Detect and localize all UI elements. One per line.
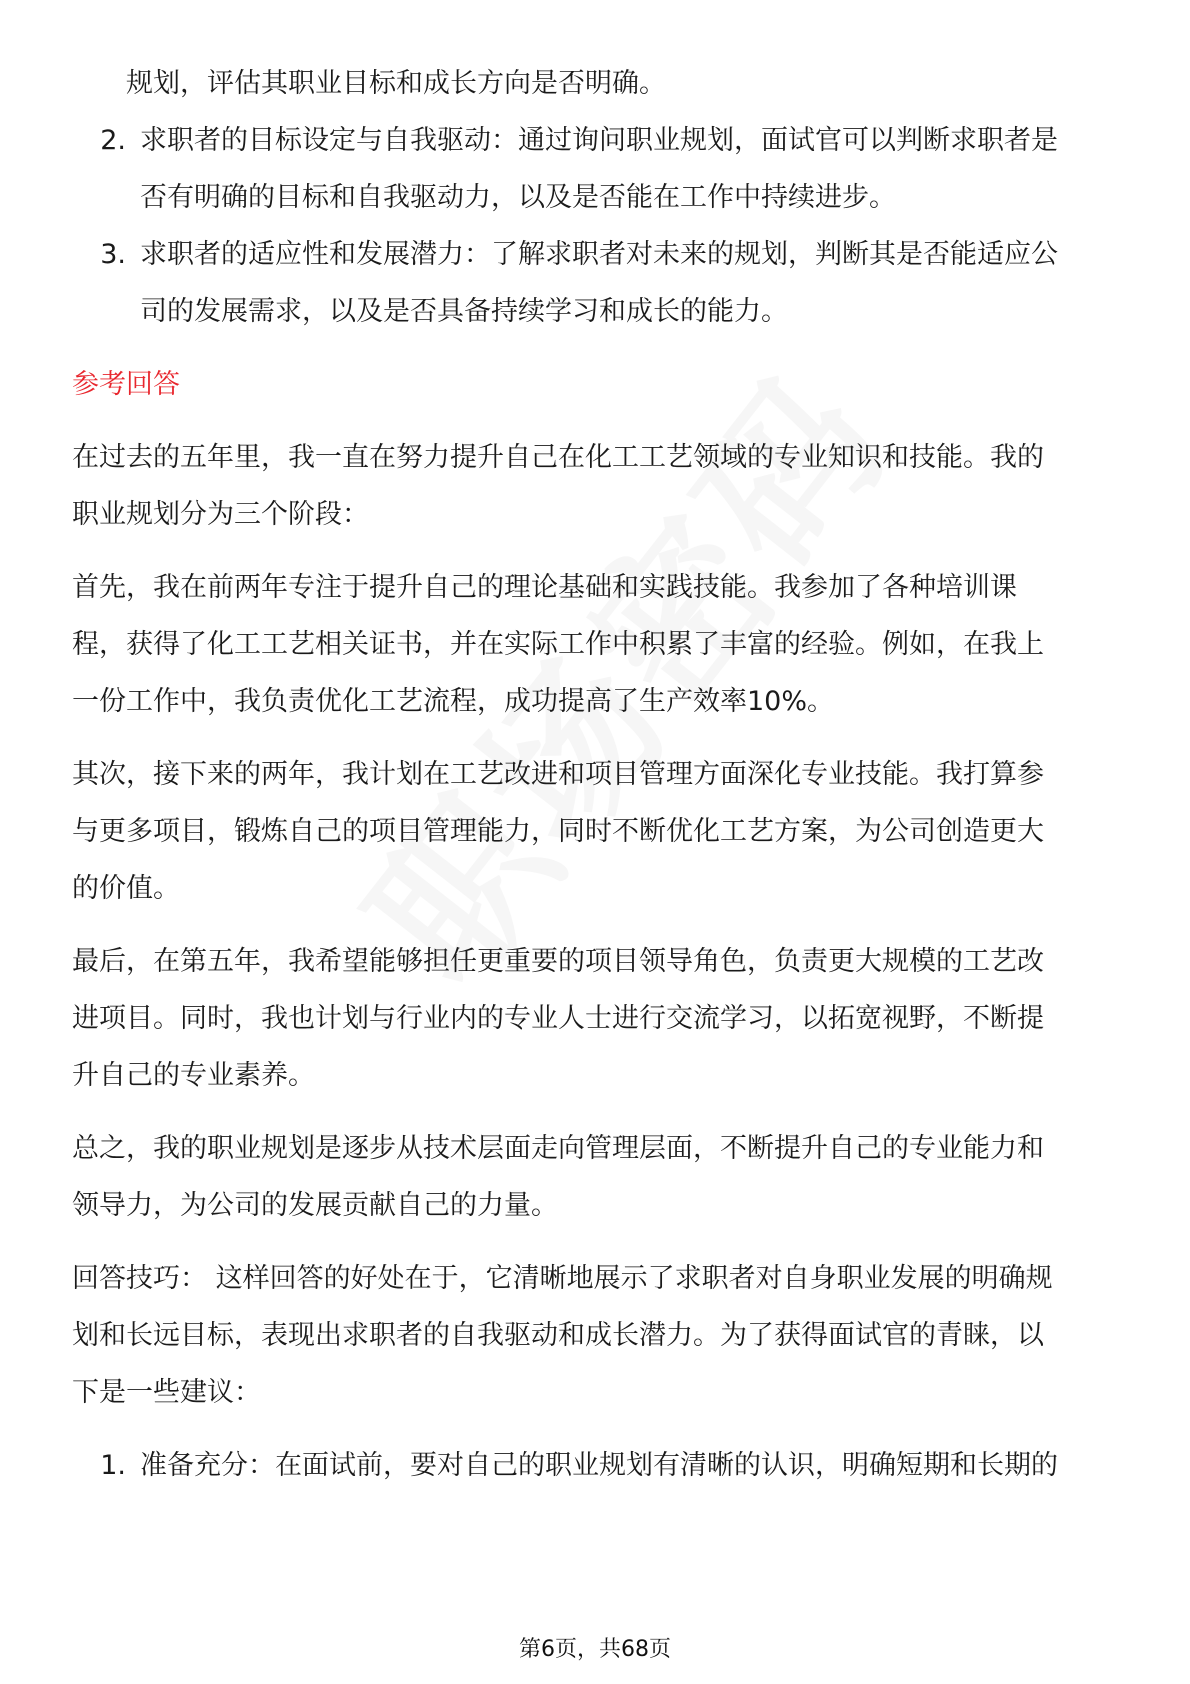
text-line: 司的发展需求，以及是否具备持续学习和成长的能力。: [140, 296, 788, 327]
paragraph-2: [72, 559, 1122, 730]
list-number: 1.: [100, 1450, 126, 1481]
text-line: 职业规划分为三个阶段：: [72, 499, 369, 530]
text-line: 下是一些建议：: [72, 1377, 261, 1408]
paragraph-1: [72, 429, 1122, 543]
page-footer: 第6页，共68页: [519, 1637, 671, 1662]
text-line: 首先，我在前两年专注于提升自己的理论基础和实践技能。我参加了各种培训课: [72, 572, 1017, 603]
tip-item-1: [72, 1437, 1122, 1494]
text-line: 求职者的目标设定与自我驱动：通过询问职业规划，面试官可以判断求职者是: [140, 125, 1058, 156]
list-continuation: 规划，评估其职业目标和成长方向是否明确。: [126, 68, 666, 99]
text-line: 否有明确的目标和自我驱动力，以及是否能在工作中持续进步。: [140, 182, 896, 213]
text-line: 一份工作中，我负责优化工艺流程，成功提高了生产效率10%。: [72, 686, 835, 717]
list-text: [140, 112, 1122, 226]
text-line: 领导力，为公司的发展贡献自己的力量。: [72, 1190, 558, 1221]
list-text: [140, 1437, 1122, 1494]
list-item-3: [72, 226, 1122, 340]
section-title: 参考回答: [72, 369, 180, 400]
text-line: 准备充分：在面试前，要对自己的职业规划有清晰的认识，明确短期和长期的: [140, 1450, 1058, 1481]
text-line: 划和长远目标，表现出求职者的自我驱动和成长潜力。为了获得面试官的青睐，以: [72, 1320, 1044, 1351]
text-line: 程，获得了化工工艺相关证书，并在实际工作中积累了丰富的经验。例如，在我上: [72, 629, 1044, 660]
page-content: [72, 55, 1122, 1494]
text-line: 其次，接下来的两年，我计划在工艺改进和项目管理方面深化专业技能。我打算参: [72, 759, 1044, 790]
text-line: 最后，在第五年，我希望能够担任更重要的项目领导角色，负责更大规模的工艺改: [72, 946, 1044, 977]
text-line: 求职者的适应性和发展潜力：了解求职者对未来的规划，判断其是否能适应公: [140, 239, 1058, 270]
text-line: 升自己的专业素养。: [72, 1060, 315, 1091]
text-line: 与更多项目，锻炼自己的项目管理能力，同时不断优化工艺方案，为公司创造更大: [72, 816, 1044, 847]
list-text: [140, 226, 1122, 340]
text-line: 的价值。: [72, 873, 180, 904]
paragraph-4: [72, 933, 1122, 1104]
text-line: 在过去的五年里，我一直在努力提升自己在化工工艺领域的专业知识和技能。我的: [72, 442, 1044, 473]
text-line: 进项目。同时，我也计划与行业内的专业人士进行交流学习，以拓宽视野，不断提: [72, 1003, 1044, 1034]
paragraph-3: [72, 746, 1122, 917]
list-number: 3.: [100, 239, 126, 270]
text-line: 总之，我的职业规划是逐步从技术层面走向管理层面，不断提升自己的专业能力和: [72, 1133, 1044, 1164]
paragraph-5: [72, 1120, 1122, 1234]
paragraph-6: [72, 1250, 1122, 1421]
list-item-2: [72, 112, 1122, 226]
text-line: 回答技巧： 这样回答的好处在于，它清晰地展示了求职者对自身职业发展的明确规: [72, 1263, 1053, 1294]
list-number: 2.: [100, 125, 126, 156]
